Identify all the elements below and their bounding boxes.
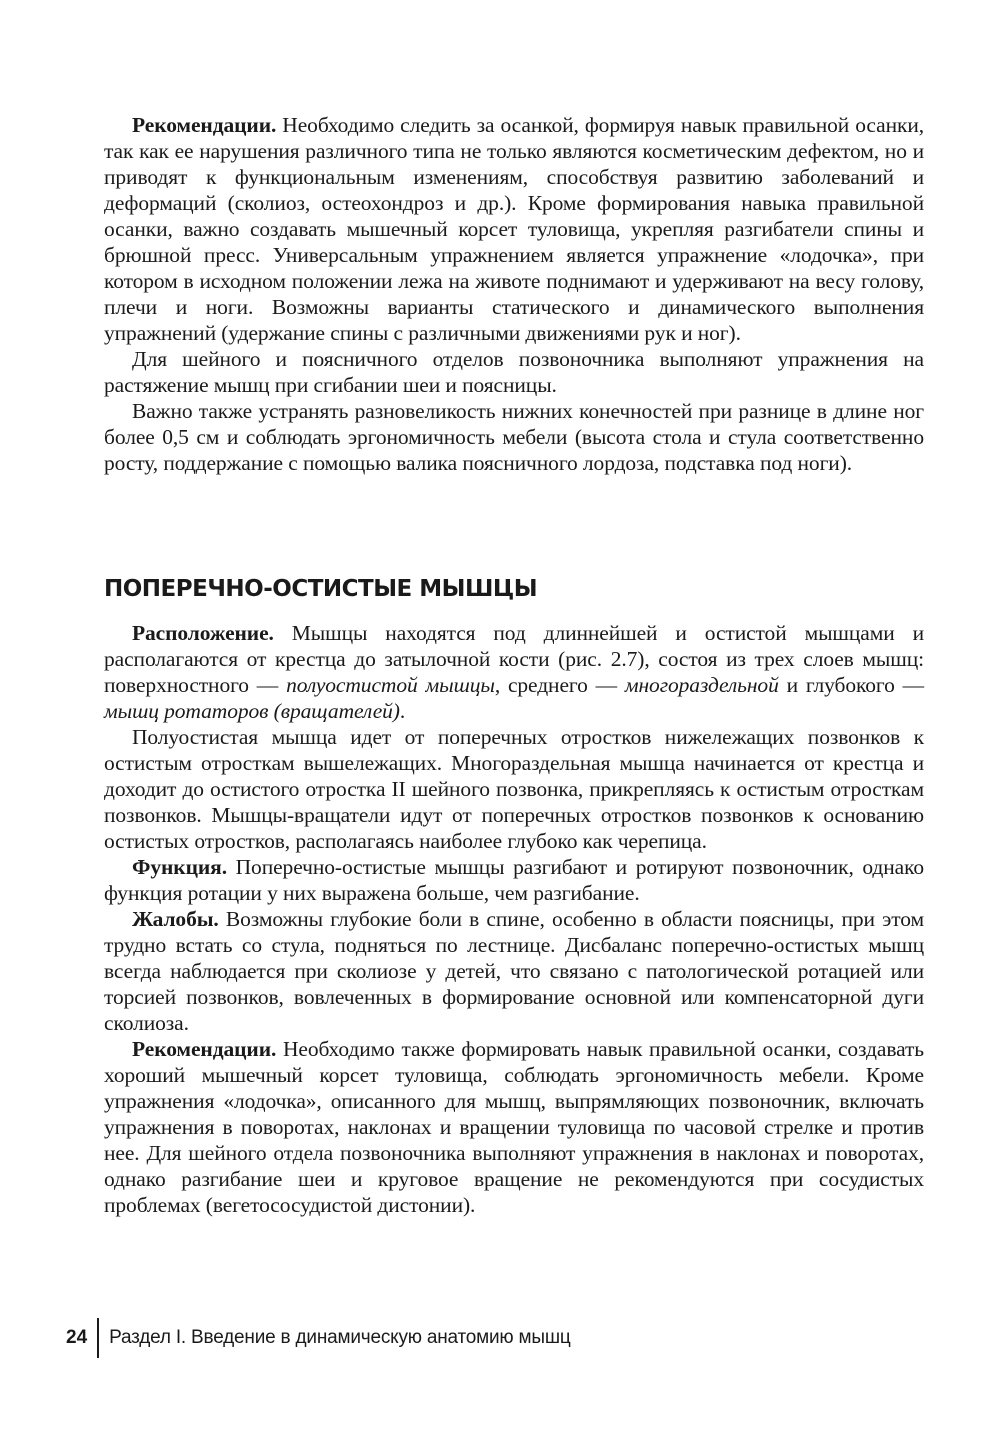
section-recommendations-posture <box>104 112 924 476</box>
lead-recommendations: Рекомендации. <box>132 113 277 137</box>
lead-recommendations-2: Рекомендации. <box>132 1037 277 1061</box>
footer-divider <box>97 1318 99 1358</box>
page-footer <box>66 1318 571 1358</box>
section-transversospinal <box>104 620 924 1218</box>
running-title: Раздел I. Введение в динамическую анатомию мышц <box>109 1327 571 1348</box>
paragraph-recommendations-2: Рекомендации. Необходимо также формировать навык правильной осанки, создавать хороший мышечный корсет туловища, соблюдать эргономичность мебели. Кроме упражнения «лодочка», описанного для мышц, выпрямляющих позвоночник, включать упражнения в поворотах, наклонах и вращении туловища по часовой стрелке и против нее. Для шейного отдела позвоночника выполняют упражнения в наклонах и поворотах, однако разгибание шеи и круговое вращение не рекомендуются при сосудистых проблемах (вегетососудистой дистонии). <box>104 1037 924 1217</box>
paragraph-description: Полуостистая мышца идет от поперечных отростков нижележащих позвонков к остистым отросткам вышележащих. Многораздельная мышца начинается от крестца и доходит до остистого отростка II шейного позвонка, прикрепляясь к остистым отросткам позвонков. Мышцы-вращатели идут от поперечных отростков позвонков к основанию остистых отростков, располагаясь наиболее глубоко как черепица. <box>104 725 924 853</box>
lead-location: Расположение. <box>132 621 274 645</box>
paragraph-function: Функция. Поперечно-остистые мышцы разгибают и ротируют позвоночник, однако функция ротации у них выражена больше, чем разгибание. <box>104 855 924 905</box>
paragraph-complaints: Жалобы. Возможны глубокие боли в спине, особенно в области поясницы, при этом трудно встать со стула, подняться по лестнице. Дисбаланс поперечно-остистых мышц всегда наблюдается при сколиозе у детей, что связано с патологической ротацией или торсией позвонков, вовлеченных в формирование основной или компенсаторной дуги сколиоза. <box>104 907 924 1035</box>
paragraph-location: Расположение. Мышцы находятся под длиннейшей и остистой мышцами и располагаются от крестца до затылочной кости (рис. 2.7), состоя из трех слоев мышц: поверхностного — полуостистой мышцы, среднего — многораздельной и глубокого — мышц ротаторов (вращателей). <box>104 621 924 723</box>
lead-function: Функция. <box>132 855 227 879</box>
lead-complaints: Жалобы. <box>132 907 219 931</box>
paragraph-neck-lumbar: Для шейного и поясничного отделов позвоночника выполняют упражнения на растяжение мышц при сгибании шеи и поясницы. <box>104 347 924 397</box>
section-heading: ПОПЕРЕЧНО-ОСТИСТЫЕ МЫШЦЫ <box>104 576 538 602</box>
paragraph-recommendations: Рекомендации. Необходимо следить за осанкой, формируя навык правильной осанки, так как ее нарушения различного типа не только являются косметическим дефектом, но и приводят к функциональным изменениям, способствуя развитию заболеваний и деформаций (сколиоз, остеохондроз и др.). Кроме формирования навыка правильной осанки, важно создавать мышечный корсет туловища, укрепляя разгибатели спины и брюшной пресс. Универсальным упражнением является упражнение «лодочка», при котором в исходном положении лежа на животе поднимают и удерживают на весу голову, плечи и ноги. Возможны варианты статического и динамического выполнения упражнений (удержание спины с различными движениями рук и ног). <box>104 113 924 345</box>
page-number: 24 <box>66 1327 88 1348</box>
paragraph-ergonomics: Важно также устранять разновеликость нижних конечностей при разнице в длине ног более 0,5 см и соблюдать эргономичность мебели (высота стола и стула соответственно росту, поддержание с помощью валика поясничного лордоза, подставка под ноги). <box>104 399 924 475</box>
